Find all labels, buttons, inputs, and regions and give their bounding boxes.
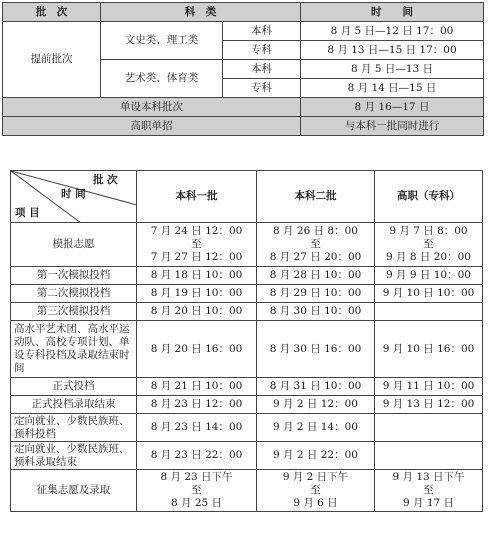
time-cell	[137, 378, 257, 396]
time-line: 8 月 23 日 12：00	[150, 398, 243, 410]
item-cell: 模报志愿	[11, 223, 137, 267]
time-line: 9 月 9 日 10：00	[386, 269, 471, 281]
time-cell	[375, 414, 483, 442]
header-batch: 批 次	[3, 3, 101, 22]
time-cell	[137, 223, 257, 267]
time-line: 9 月 2 日 12：00	[273, 398, 358, 410]
time-cell	[257, 414, 375, 442]
time-cell	[257, 396, 375, 414]
admission-timeline-table	[10, 170, 483, 512]
time-cell	[137, 267, 257, 285]
time-cell	[257, 470, 375, 512]
vocational-label: 高职单招	[3, 117, 301, 136]
time-cell	[375, 223, 483, 267]
time-cell	[375, 303, 483, 321]
table-row	[11, 470, 483, 512]
table-row	[11, 414, 483, 442]
table-row	[11, 321, 483, 378]
time-cell	[137, 285, 257, 303]
time-line: 9 月 2 日 22：00	[273, 449, 358, 461]
time-line: 9 月 13 日下午	[392, 471, 465, 483]
time-line: 至	[191, 238, 202, 250]
time-line: 8 月 20 日 16：00	[150, 342, 243, 355]
time-line: 9 月 2 日 14：00	[273, 421, 358, 433]
diagonal-header-cell	[11, 171, 137, 223]
item-cell: 征集志愿及录取	[11, 470, 137, 512]
table-row	[11, 303, 483, 321]
time-cell: 8 月 5 日—13 日	[301, 60, 484, 79]
time-line: 8 月 19 日 10：00	[150, 287, 243, 299]
corner-time-label: 时 间	[61, 188, 86, 200]
early-batch-cell: 提前批次	[3, 22, 101, 98]
time-line: 8 月 23 日下午	[160, 471, 233, 483]
time-cell: 8 月 14 日—15 日	[301, 79, 484, 98]
time-cell	[137, 303, 257, 321]
time-cell: 8 月 5 日—12 日 17：00	[301, 22, 484, 41]
corner-batch-label: 批 次	[93, 174, 118, 186]
table-row	[11, 267, 483, 285]
item-cell: 第一次模拟投档	[11, 267, 137, 285]
time-line: 9 月 13 日 12：00	[382, 398, 475, 410]
corner-item-label: 项 目	[15, 207, 40, 219]
time-cell	[257, 285, 375, 303]
time-cell: 与本科一批同时进行	[301, 117, 484, 136]
table2-header-row	[11, 171, 483, 223]
time-cell	[257, 267, 375, 285]
time-cell	[375, 321, 483, 378]
table-row	[11, 442, 483, 470]
item-cell: 第二次模拟投档	[11, 285, 137, 303]
time-cell	[375, 396, 483, 414]
category-cell: 文史类、理工类	[101, 22, 223, 60]
time-line: 8 月 21 日 10：00	[150, 380, 243, 392]
time-line: 9 月 10 日 16：00	[382, 342, 475, 355]
time-cell	[137, 442, 257, 470]
time-line: 9 月 17 日	[402, 497, 455, 509]
item-cell: 定向就业、少数民族班、预科录取结束	[11, 442, 137, 470]
time-line: 至	[423, 484, 434, 496]
time-line: 9 月 7 日 8：00	[389, 225, 468, 237]
time-line: 8 月 18 日 10：00	[150, 269, 243, 281]
level-cell: 本科	[223, 22, 301, 41]
table1-header-row	[3, 3, 484, 22]
time-line: 8 月 23 日 22：00	[150, 449, 243, 461]
time-line: 8 月 30 日 16：00	[269, 342, 362, 355]
time-cell	[375, 285, 483, 303]
time-line: 9 月 11 日 10：00	[382, 380, 475, 392]
time-cell	[257, 442, 375, 470]
time-cell	[137, 414, 257, 442]
table-row	[11, 223, 483, 267]
category-cell: 艺术类、体育类	[101, 60, 223, 98]
single-batch-label: 单设本科批次	[3, 98, 301, 117]
time-cell	[375, 267, 483, 285]
time-line: 8 月 29 日 10：00	[269, 287, 362, 299]
time-line: 至	[423, 238, 434, 250]
table-row	[3, 98, 484, 117]
level-cell: 专科	[223, 41, 301, 60]
time-cell	[257, 321, 375, 378]
level-cell: 专科	[223, 79, 301, 98]
time-line: 8 月 20 日 10：00	[150, 305, 243, 317]
time-line: 8 月 26 日 8：00	[273, 225, 358, 237]
level-cell: 本科	[223, 60, 301, 79]
time-cell	[257, 303, 375, 321]
time-line: 9 月 2 日下午	[282, 471, 349, 483]
time-cell	[137, 470, 257, 512]
time-cell: 8 月 16—17 日	[301, 98, 484, 117]
time-cell	[257, 378, 375, 396]
time-line: 至	[310, 238, 321, 250]
item-cell: 定向就业、少数民族班、预科投档	[11, 414, 137, 442]
header-category: 科 类	[101, 3, 301, 22]
time-line: 8 月 30 日 10：00	[269, 305, 362, 317]
time-cell	[375, 442, 483, 470]
time-cell	[257, 223, 375, 267]
time-cell	[137, 321, 257, 378]
time-cell	[375, 378, 483, 396]
time-line: 8 月 27 日 20：00	[269, 251, 362, 263]
time-line: 8 月 31 日 10：00	[269, 380, 362, 392]
time-line: 至	[310, 484, 321, 496]
table-row	[11, 378, 483, 396]
time-line: 7 月 24 日 12：00	[150, 225, 243, 237]
time-cell	[375, 470, 483, 512]
table-row	[11, 285, 483, 303]
time-cell	[137, 396, 257, 414]
item-cell: 高水平艺术团、高水平运动队、高校专项计划、单设专科投档及录取结束时间	[11, 321, 137, 378]
column-header-3: 高职（专科）	[375, 171, 483, 223]
time-cell: 8 月 13 日—15 日 17：00	[301, 41, 484, 60]
time-line: 9 月 8 日 20：00	[386, 251, 471, 263]
time-line: 9 月 6 日	[293, 497, 338, 509]
table-row	[3, 117, 484, 136]
time-line: 9 月 10 日 10：00	[382, 287, 475, 299]
time-line: 8 月 28 日 10：00	[269, 269, 362, 281]
column-header-1: 本科一批	[137, 171, 257, 223]
time-line: 8 月 23 日 14：00	[150, 421, 243, 433]
table-row	[3, 22, 484, 41]
time-line: 至	[191, 484, 202, 496]
item-cell: 第三次模拟投档	[11, 303, 137, 321]
item-cell: 正式投档录取结束	[11, 396, 137, 414]
time-line: 7 月 27 日 12：00	[150, 251, 243, 263]
batch-schedule-table	[2, 2, 484, 136]
header-time: 时 间	[301, 3, 484, 22]
time-line: 8 月 25 日	[170, 497, 223, 509]
column-header-2: 本科二批	[257, 171, 375, 223]
table-row	[11, 396, 483, 414]
item-cell: 正式投档	[11, 378, 137, 396]
